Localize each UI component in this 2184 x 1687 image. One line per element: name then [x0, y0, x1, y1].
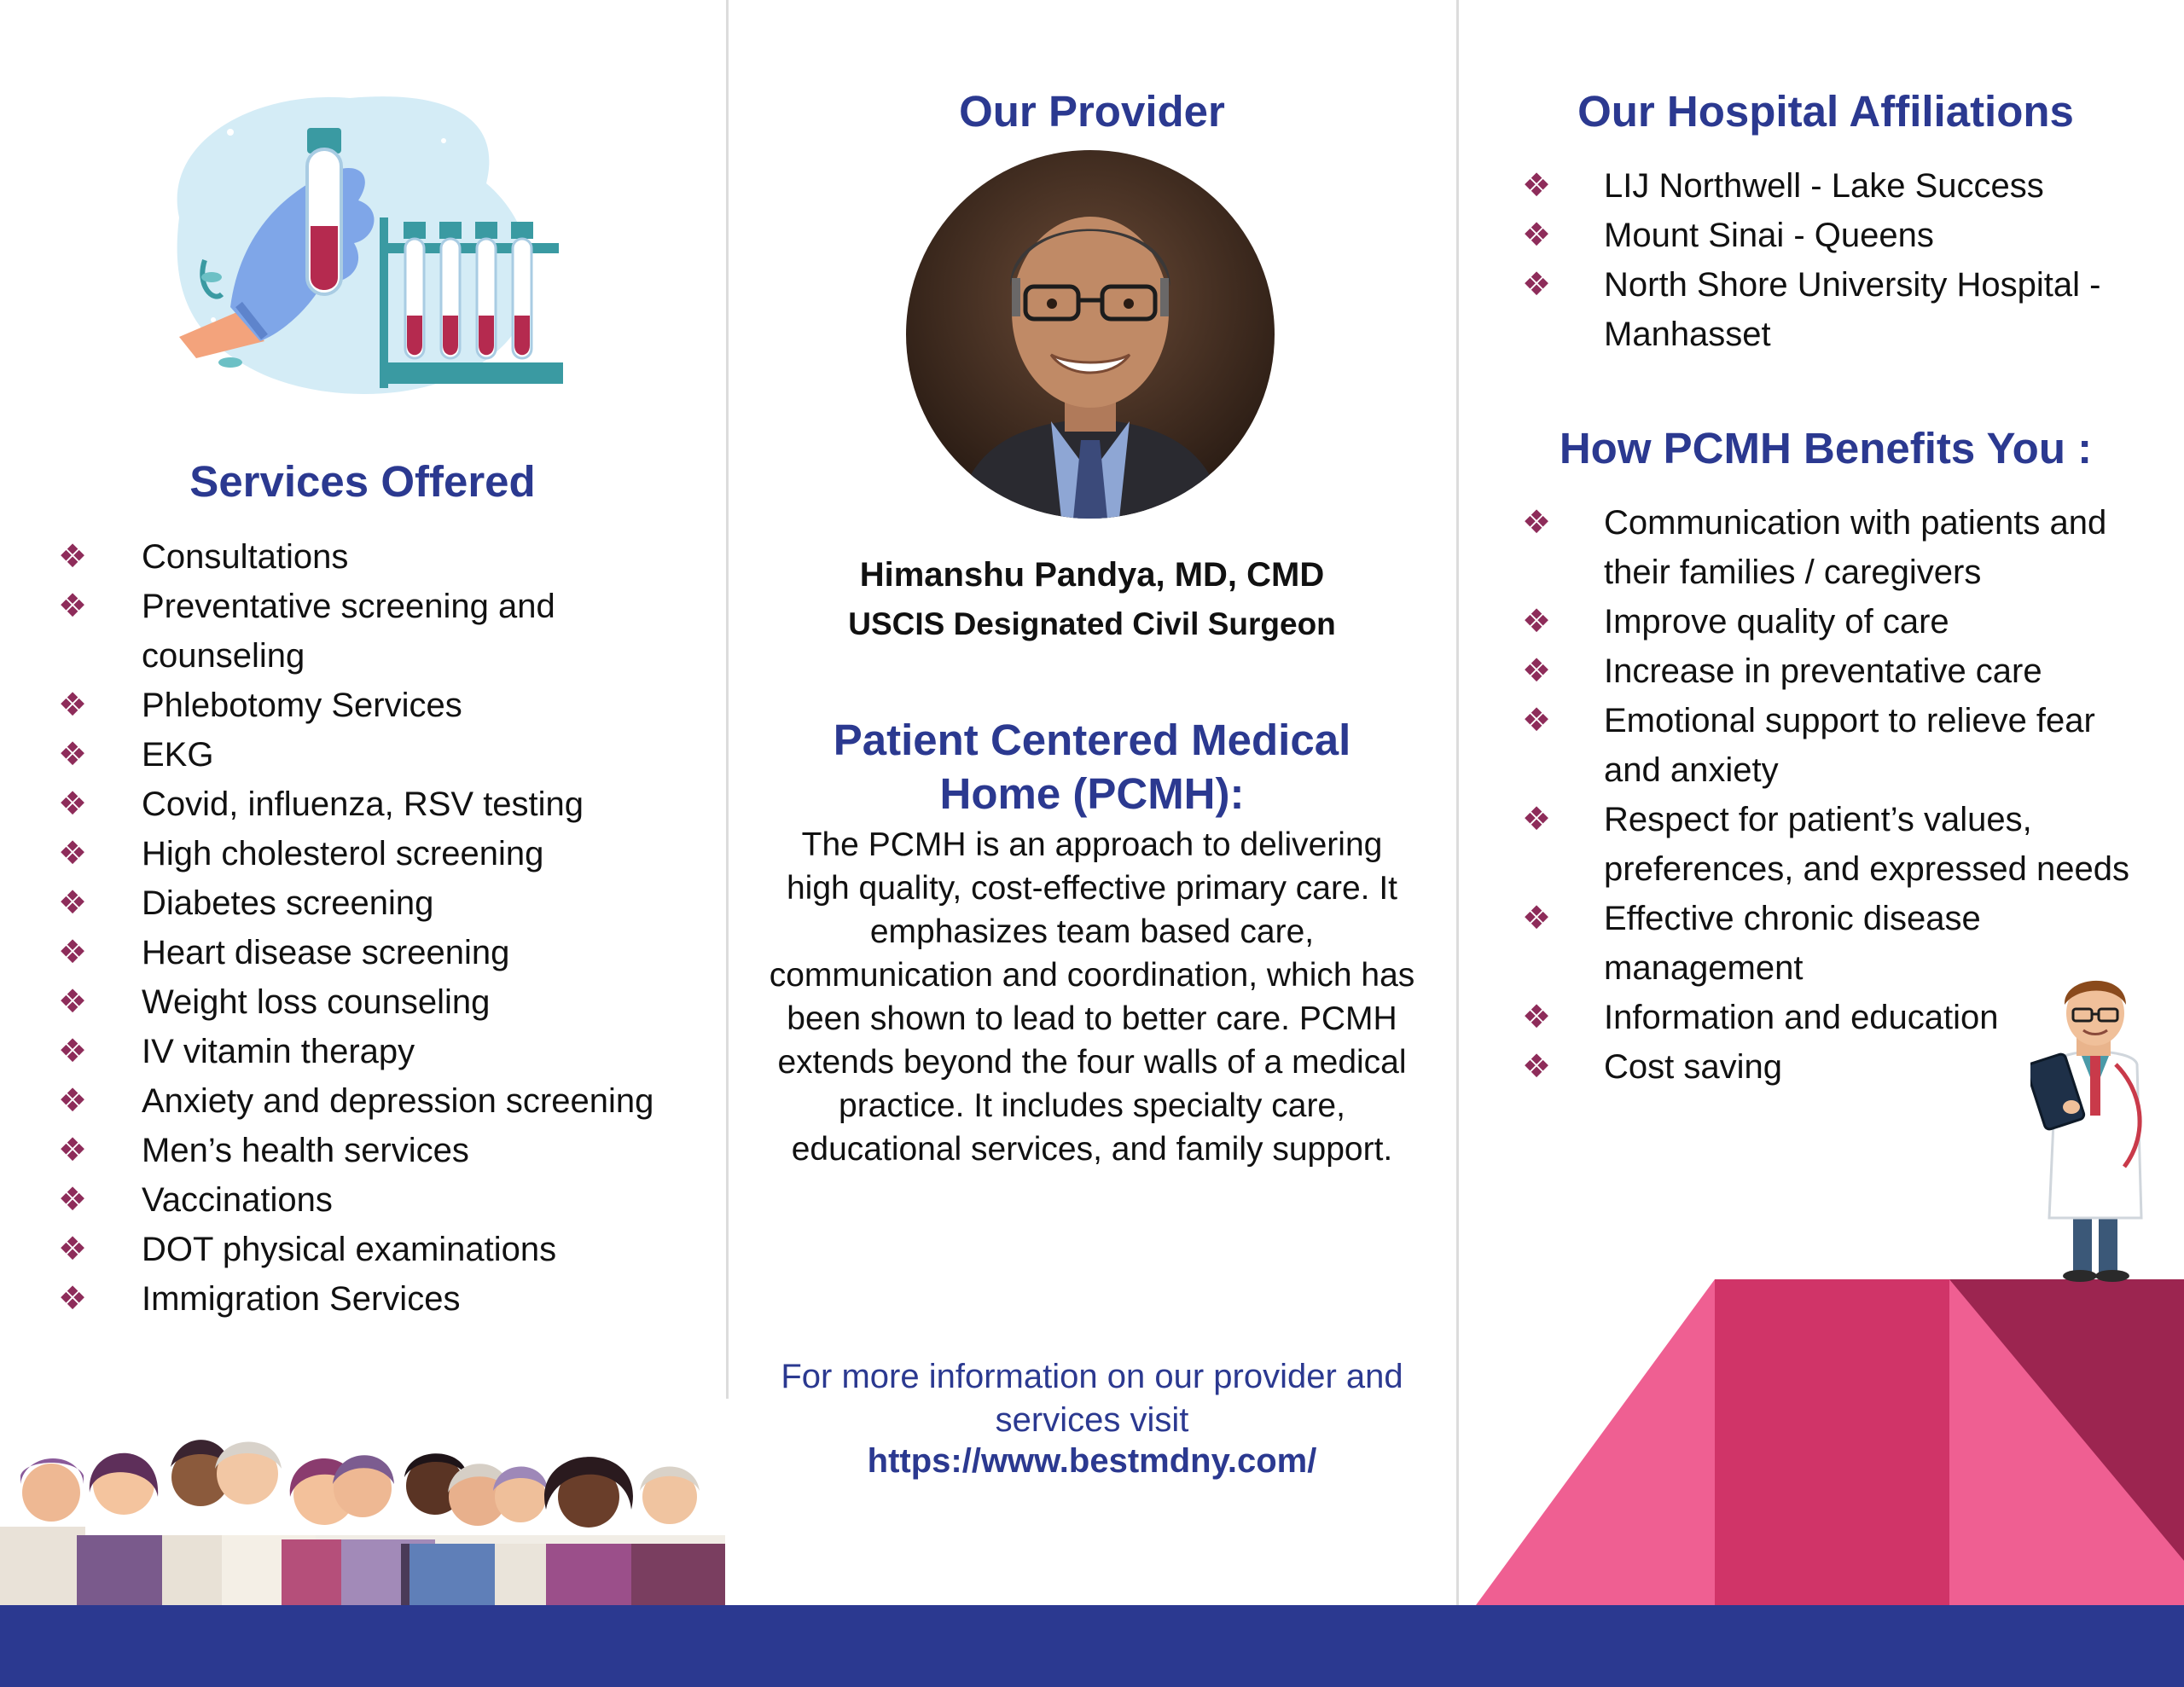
list-item: [58, 730, 706, 780]
list-item: [1522, 498, 2153, 597]
bullet-icon: ❖: [1522, 703, 1552, 739]
list-item: [58, 582, 706, 681]
list-item-text: Anxiety and depression screening: [142, 1082, 654, 1120]
podium-magenta: [1715, 1279, 1949, 1605]
list-item-text: Heart disease screening: [142, 934, 510, 971]
bullet-icon: ❖: [1522, 267, 1552, 303]
list-item-text: EKG: [142, 736, 214, 774]
list-item-text: IV vitamin therapy: [142, 1033, 415, 1070]
bullet-icon: ❖: [1522, 1000, 1552, 1035]
list-item: [1522, 211, 2170, 260]
bullet-icon: ❖: [58, 984, 88, 1020]
list-item: [1522, 646, 2153, 696]
list-item-text: Vaccinations: [142, 1181, 333, 1219]
bullet-icon: ❖: [58, 737, 88, 773]
list-item: [1522, 161, 2170, 211]
pcmh-heading: Patient Centered Medical Home (PCMH):: [833, 716, 1351, 818]
list-item-text: DOT physical examinations: [142, 1231, 557, 1268]
list-item-text: Improve quality of care: [1604, 603, 1949, 641]
bullet-icon: ❖: [58, 1232, 88, 1267]
provider-name: Himanshu Pandya, MD, CMD: [859, 556, 1325, 594]
affiliations-list: [1522, 161, 2170, 359]
list-item: [58, 681, 706, 730]
list-item: [1522, 260, 2170, 359]
list-item: [58, 977, 706, 1027]
bullet-icon: ❖: [58, 935, 88, 971]
provider-portrait: [906, 150, 1275, 519]
list-item: [58, 532, 706, 582]
bullet-icon: ❖: [1522, 604, 1552, 640]
bullet-icon: ❖: [58, 786, 88, 822]
provider-heading: Our Provider: [959, 87, 1225, 136]
blood-test-tubes-icon: [162, 81, 563, 409]
bullet-icon: ❖: [58, 1133, 88, 1168]
doctor-with-tablet-illustration: [2030, 962, 2158, 1282]
list-item-text: Consultations: [142, 538, 349, 576]
list-item: [1522, 795, 2153, 894]
list-item-text: Preventative screening and counseling: [142, 588, 555, 675]
list-item-text: North Shore University Hospital - Manhasset: [1604, 266, 2101, 353]
podium-shapes: [1476, 1279, 2184, 1605]
bullet-icon: ❖: [58, 836, 88, 872]
list-item-text: Diabetes screening: [142, 884, 434, 922]
list-item: [58, 1225, 706, 1274]
list-item: [58, 829, 706, 878]
list-item-text: Men’s health services: [142, 1132, 469, 1169]
list-item: [1522, 696, 2153, 795]
column-divider-right: [1456, 0, 1459, 1605]
list-item: [58, 1076, 706, 1126]
list-item-text: Communication with patients and their families / caregivers: [1604, 504, 2107, 591]
list-item: [1522, 597, 2153, 646]
list-item-text: Covid, influenza, RSV testing: [142, 786, 584, 823]
bullet-icon: ❖: [58, 687, 88, 723]
list-item-text: Immigration Services: [142, 1280, 461, 1318]
list-item-text: Cost saving: [1604, 1048, 1782, 1086]
list-item: [58, 1175, 706, 1225]
bullet-icon: ❖: [58, 1182, 88, 1218]
bullet-icon: ❖: [1522, 901, 1552, 936]
bullet-icon: ❖: [58, 885, 88, 921]
more-info-text: For more information on our provider and services visit: [781, 1358, 1403, 1439]
provider-title: USCIS Designated Civil Surgeon: [848, 606, 1336, 641]
bullet-icon: ❖: [1522, 802, 1552, 838]
bullet-icon: ❖: [58, 1281, 88, 1317]
list-item: [58, 928, 706, 977]
list-item-text: High cholesterol screening: [142, 835, 544, 872]
list-item: [58, 1027, 706, 1076]
list-item-text: LIJ Northwell - Lake Success: [1604, 167, 2044, 205]
pcmh-description: The PCMH is an approach to delivering high quality, cost-effective primary care. It emphasizes team based care, communication and coordination, which has been shown to lead to better care. PCMH extends beyond the four walls of a medical practice. It includes specialty care, educational services, and family support.: [769, 826, 1415, 1168]
list-item-text: Effective chronic disease management: [1604, 900, 1981, 987]
list-item-text: Information and education: [1604, 999, 1999, 1036]
list-item-text: Emotional support to relieve fear and anxiety: [1604, 702, 2095, 789]
services-list: [58, 532, 706, 1324]
services-heading: Services Offered: [189, 457, 536, 506]
list-item-text: Mount Sinai - Queens: [1604, 217, 1934, 254]
bullet-icon: ❖: [1522, 1049, 1552, 1085]
bullet-icon: ❖: [58, 1083, 88, 1119]
column-divider-left: [726, 0, 729, 1399]
bullet-icon: ❖: [1522, 653, 1552, 689]
bullet-icon: ❖: [1522, 168, 1552, 204]
benefits-heading: How PCMH Benefits You :: [1559, 424, 2093, 472]
footer-bar: [0, 1605, 2184, 1687]
list-item: [58, 780, 706, 829]
diverse-crowd-illustration: [0, 1416, 725, 1605]
list-item: [58, 1274, 706, 1324]
bullet-icon: ❖: [1522, 505, 1552, 541]
bullet-icon: ❖: [58, 588, 88, 624]
website-link[interactable]: https://www.bestmdny.com/: [867, 1442, 1317, 1480]
list-item: [58, 878, 706, 928]
affiliations-heading: Our Hospital Affiliations: [1577, 87, 2074, 136]
bullet-icon: ❖: [1522, 217, 1552, 253]
list-item-text: Respect for patient’s values, preferences, and expressed needs: [1604, 801, 2129, 888]
list-item-text: Phlebotomy Services: [142, 687, 462, 724]
bullet-icon: ❖: [58, 539, 88, 575]
list-item-text: Increase in preventative care: [1604, 652, 2042, 690]
list-item: [58, 1126, 706, 1175]
bullet-icon: ❖: [58, 1034, 88, 1070]
list-item-text: Weight loss counseling: [142, 983, 491, 1021]
podium-pink-left: [1476, 1279, 1715, 1605]
